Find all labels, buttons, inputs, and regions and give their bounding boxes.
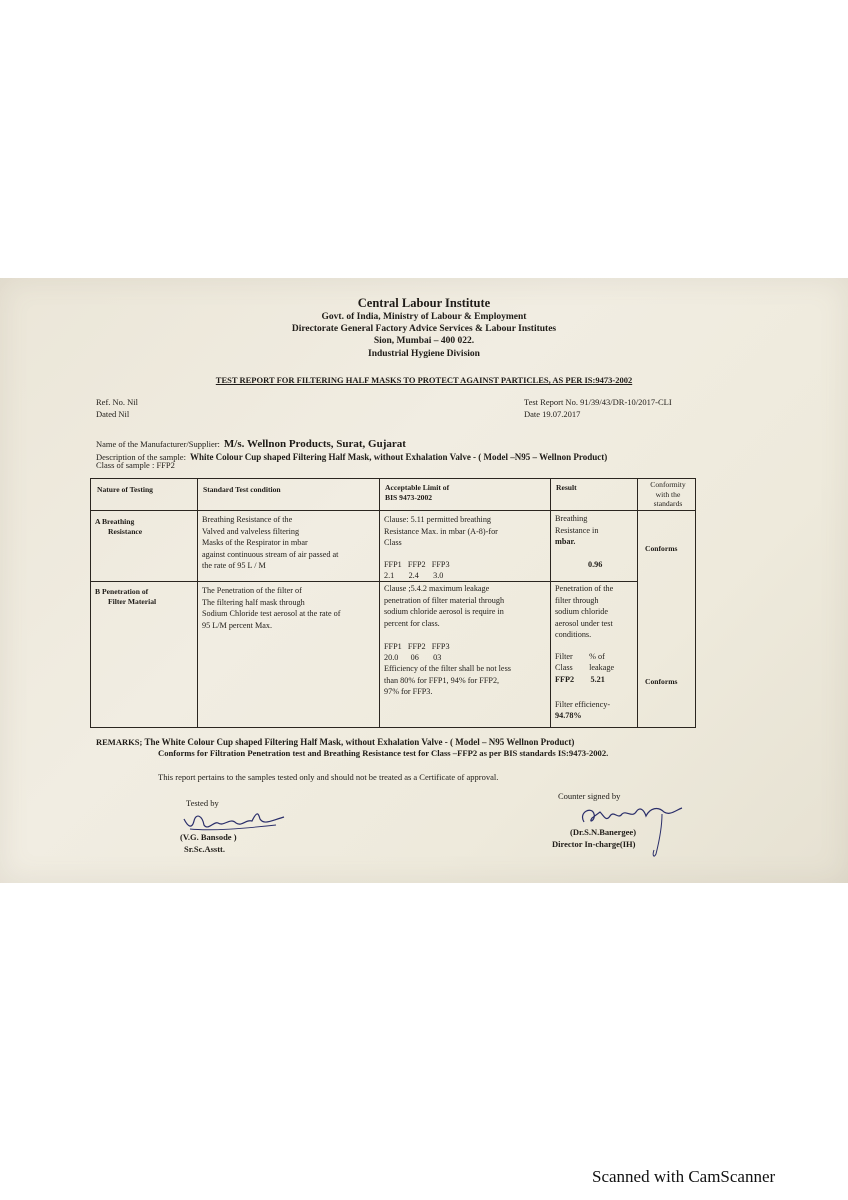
row-b-limit-eff-2: than 80% for FFP1, 94% for FFP2, bbox=[384, 675, 500, 685]
row-a-nature-1: A Breathing bbox=[95, 517, 135, 526]
row-a-standard-5: the rate of 95 L / M bbox=[202, 561, 266, 570]
row-a-standard-4: against continuous stream of air passed at bbox=[202, 549, 339, 559]
ref-no: Ref. No. Nil bbox=[96, 397, 139, 407]
header-line-3: Sion, Mumbai – 400 022. bbox=[373, 336, 475, 346]
header-line-2: Directorate General Factory Advice Services & Labour Institutes bbox=[291, 324, 557, 334]
row-b-result-1: Penetration of the bbox=[555, 584, 614, 593]
row-a-conformity: Conforms bbox=[645, 544, 678, 553]
header-nature: Nature of Testing bbox=[97, 485, 153, 494]
row-a-standard-2: Valved and valveless filtering bbox=[202, 526, 300, 536]
header-line-4: Industrial Hygiene Division bbox=[368, 349, 480, 359]
row-b-nature-2: Filter Material bbox=[108, 597, 157, 606]
row-a-limit-3: Class bbox=[384, 538, 402, 547]
report-title: TEST REPORT FOR FILTERING HALF MASKS TO PROTECT AGAINST PARTICLES, AS PER IS:9473-2002 bbox=[215, 375, 633, 385]
test-report-date: Date 19.07.2017 bbox=[524, 409, 581, 419]
description-label: Description of the sample: bbox=[96, 452, 186, 462]
ref-dated: Dated Nil bbox=[96, 409, 130, 419]
row-a-limit bbox=[384, 514, 498, 549]
row-a-nature-2: Resistance bbox=[108, 527, 143, 536]
tester-signature bbox=[180, 807, 290, 835]
row-b-result-3: sodium chloride bbox=[555, 607, 608, 616]
row-b-limit-efficiency bbox=[384, 663, 511, 698]
camscanner-watermark: Scanned with CamScanner bbox=[592, 1167, 776, 1186]
row-a-result-3: mbar. bbox=[555, 537, 576, 546]
row-a-result-value: 0.96 bbox=[588, 560, 603, 569]
row-b-limit-eff-3: 97% for FFP3. bbox=[384, 687, 433, 696]
remarks-label: REMARKS; bbox=[96, 737, 143, 747]
director-name: (Dr.S.N.Banergee) bbox=[570, 827, 637, 837]
remarks-line-2: Conforms for Filtration Penetration test and Breathing Resistance test for Class –FFP2 as per BIS standards IS:9473-2002. bbox=[158, 748, 609, 758]
row-a-limit-2: Resistance Max. in mbar (A-8)-for bbox=[384, 526, 498, 536]
row-a-result-1: Breathing bbox=[555, 514, 588, 523]
row-b-limit-eff-1: Efficiency of the filter shall be not less bbox=[384, 664, 511, 673]
results-table bbox=[90, 478, 696, 728]
row-b-standard bbox=[202, 585, 340, 631]
row-a-limit-values: 2.1 2.4 3.0 bbox=[384, 571, 444, 580]
row-b-filter-header-1: Filter % of bbox=[555, 652, 605, 661]
tested-by-label: Tested by bbox=[186, 798, 219, 808]
manufacturer-value: M/s. Wellnon Products, Surat, Gujarat bbox=[223, 438, 406, 450]
row-b-standard-2: The filtering half mask through bbox=[202, 597, 305, 607]
test-report-no: Test Report No. 91/39/43/DR-10/2017-CLI bbox=[524, 397, 672, 407]
director-title: Director In-charge(IH) bbox=[552, 839, 636, 849]
header-conformity-3: standards bbox=[653, 499, 683, 508]
row-b-result-efficiency-2: 94.78% bbox=[555, 711, 582, 720]
class-of-sample: Class of sample : FFP2 bbox=[96, 460, 175, 470]
row-b-result-2: filter through bbox=[555, 595, 599, 605]
header-limit-2: BIS 9473-2002 bbox=[385, 493, 433, 502]
row-b-limit bbox=[384, 583, 504, 629]
row-b-limit-values: 20.0 06 03 bbox=[384, 653, 442, 662]
header-standard: Standard Test condition bbox=[203, 485, 281, 494]
header-result: Result bbox=[556, 483, 577, 492]
row-a-standard bbox=[202, 514, 338, 572]
row-a-result-2: Resistance in bbox=[555, 525, 599, 535]
row-b-result-5: conditions. bbox=[555, 630, 592, 639]
institute-name: Central Labour Institute bbox=[357, 296, 491, 310]
counter-signed-label: Counter signed by bbox=[558, 791, 621, 801]
row-a-standard-1: Breathing Resistance of the bbox=[202, 515, 293, 524]
row-b-standard-4: 95 L/M percent Max. bbox=[202, 620, 273, 630]
manufacturer-label: Name of the Manufacturer/Supplier: bbox=[96, 439, 220, 449]
row-b-conformity: Conforms bbox=[645, 677, 678, 686]
row-a-limit-1: Clause: 5.11 permitted breathing bbox=[384, 515, 492, 524]
row-b-limit-3: sodium chloride aerosol is require in bbox=[384, 607, 504, 616]
tester-title: Sr.Sc.Asstt. bbox=[184, 844, 226, 854]
row-b-nature-1: B Penetration of bbox=[95, 587, 149, 596]
header-conformity-2: with the bbox=[655, 489, 681, 499]
header-conformity-1: Conformity bbox=[650, 480, 686, 489]
header-line-1: Govt. of India, Ministry of Labour & Employment bbox=[321, 312, 527, 322]
remarks-text-1: The White Colour Cup shaped Filtering Half Mask, without Exhalation Valve - ( Model – N95 Wellnon Product) bbox=[144, 737, 575, 747]
row-b-limit-2: penetration of filter material through bbox=[384, 595, 505, 605]
description-value: White Colour Cup shaped Filtering Half Mask, without Exhalation Valve - ( Model –N95 – Wellnon Product) bbox=[189, 452, 608, 462]
row-b-result bbox=[555, 583, 613, 641]
header-conformity bbox=[643, 480, 693, 509]
tester-name: (V.G. Bansode ) bbox=[180, 832, 237, 842]
row-b-standard-1: The Penetration of the filter of bbox=[202, 586, 302, 595]
row-a-standard-3: Masks of the Respirator in mbar bbox=[202, 538, 308, 547]
row-b-limit-classes: FFP1 FFP2 FFP3 bbox=[384, 642, 450, 651]
row-b-result-efficiency-1: Filter efficiency- bbox=[555, 700, 611, 709]
row-b-limit-4: percent for class. bbox=[384, 618, 440, 628]
remarks-line-1 bbox=[96, 737, 574, 747]
row-a-limit-classes: FFP1 FFP2 FFP3 bbox=[384, 560, 450, 569]
header-limit-1: Acceptable Limit of bbox=[385, 483, 450, 492]
row-b-filter-row: FFP2 5.21 bbox=[555, 675, 605, 684]
row-b-limit-1: Clause ;5.4.2 maximum leakage bbox=[384, 584, 490, 593]
row-b-result-4: aerosol under test bbox=[555, 618, 613, 628]
disclaimer: This report pertains to the samples tested only and should not be treated as a Certificate of approval. bbox=[158, 772, 499, 782]
row-b-filter-header-2: Class leakage bbox=[555, 663, 615, 672]
row-b-standard-3: Sodium Chloride test aerosol at the rate of bbox=[202, 609, 341, 618]
row-a-result bbox=[555, 513, 598, 548]
